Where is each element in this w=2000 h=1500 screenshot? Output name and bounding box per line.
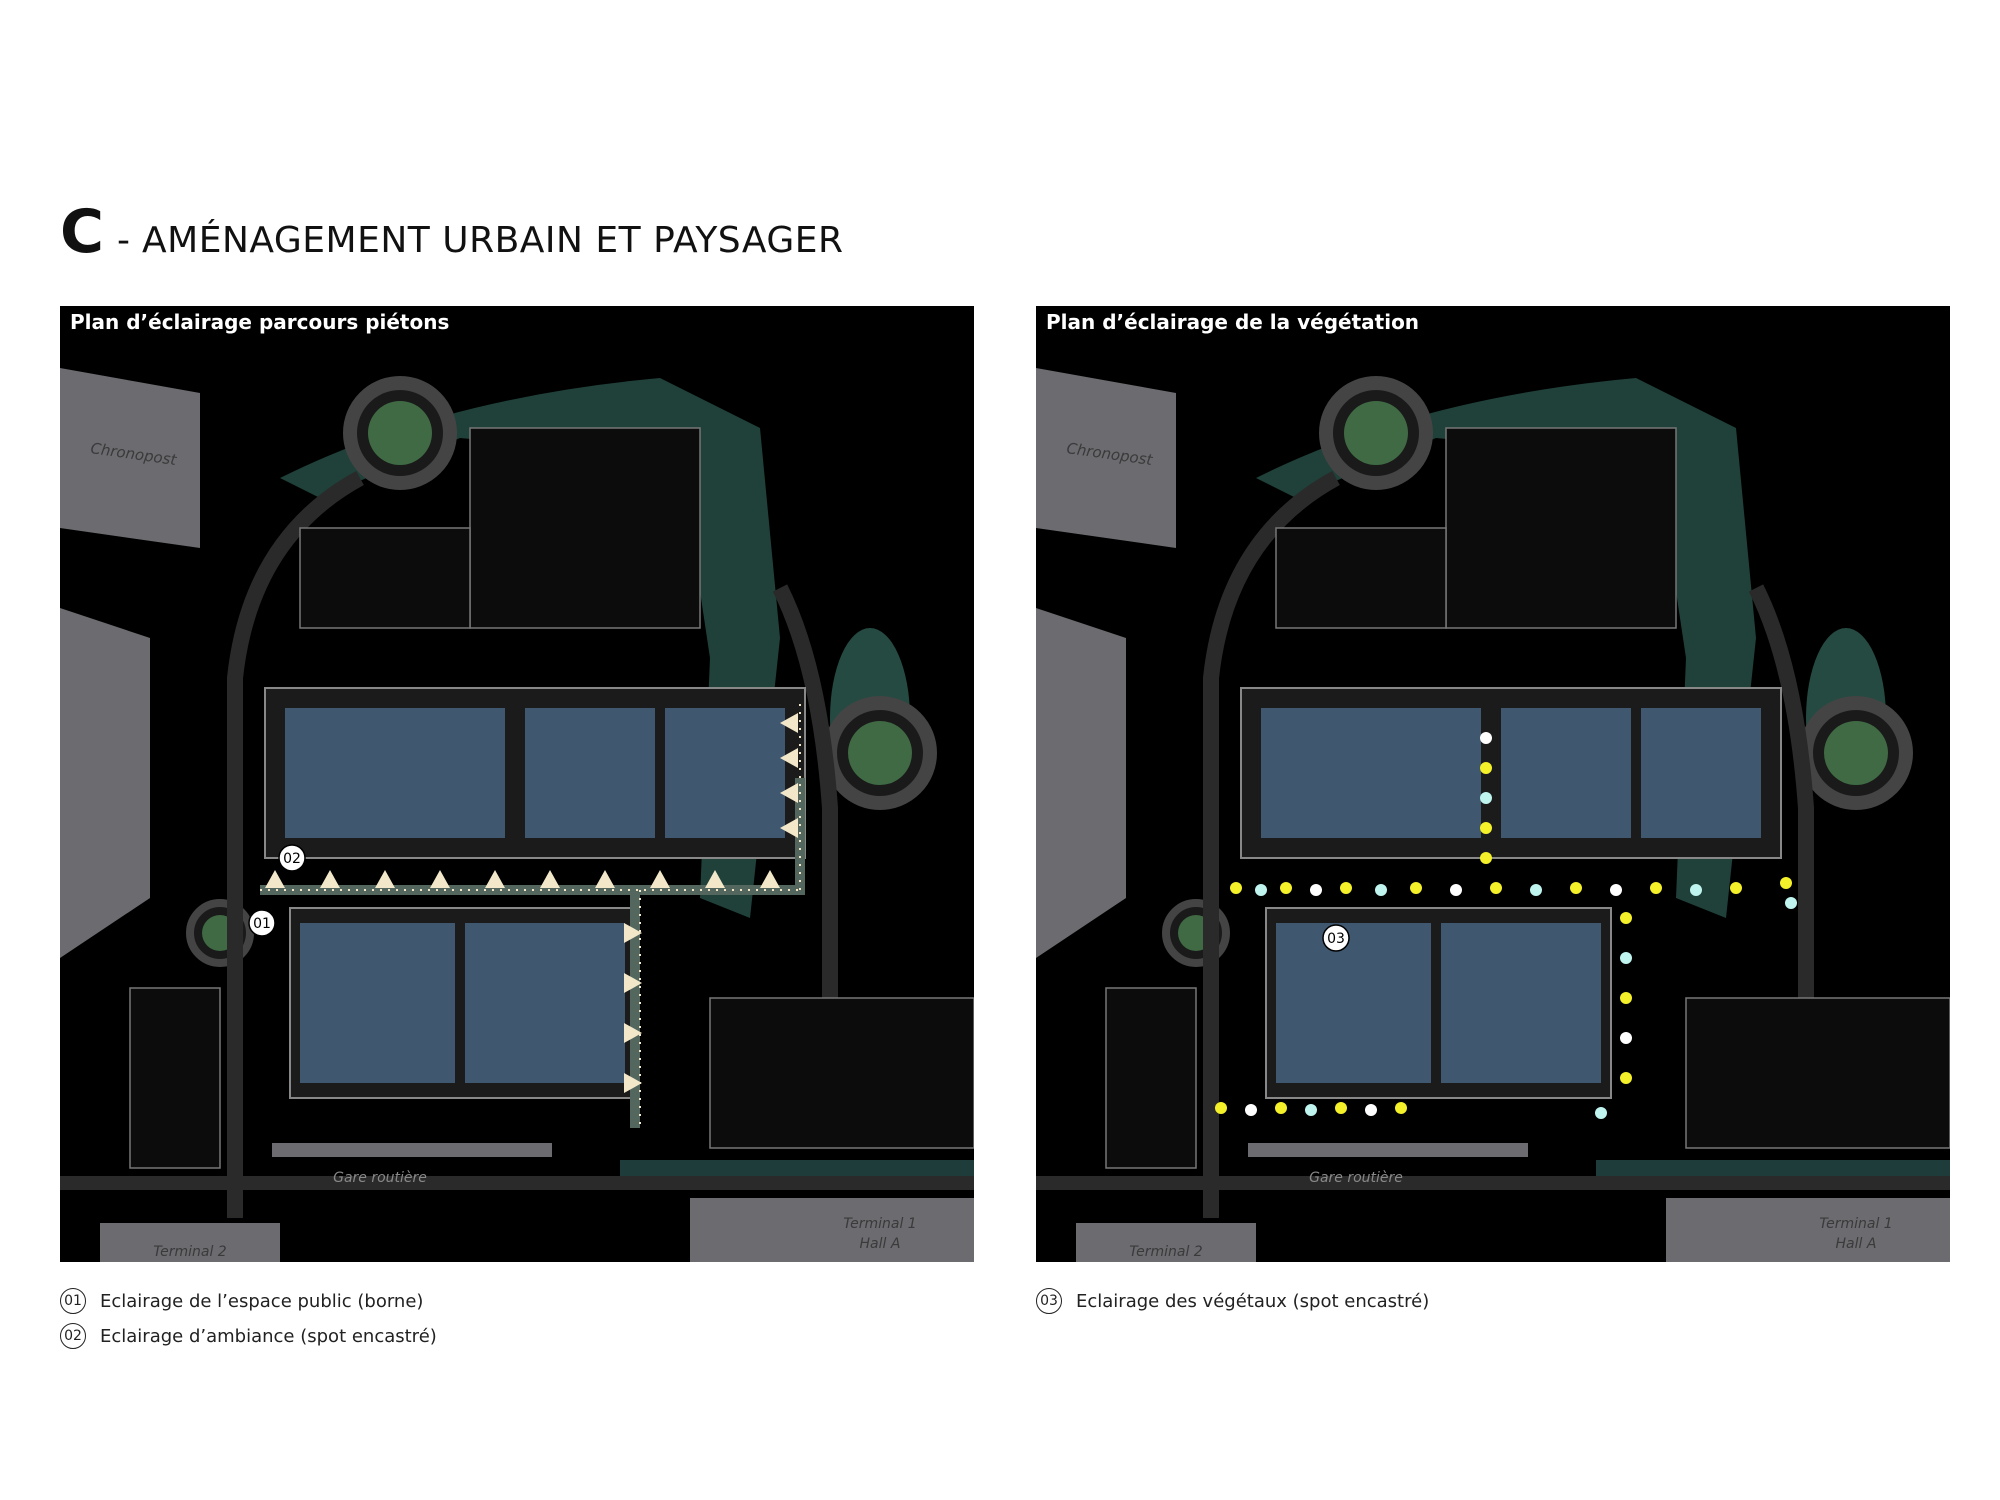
veg-spot-light <box>1245 1104 1257 1116</box>
parking-north <box>470 428 700 628</box>
roundabout-east-island <box>1824 721 1888 785</box>
legend-item-01 <box>60 1288 423 1314</box>
bollard-light <box>265 870 285 888</box>
parking-south-east <box>710 998 974 1148</box>
veg-spot-light <box>1230 882 1242 894</box>
terminal1-building <box>1666 1198 1950 1262</box>
road-south <box>60 1176 974 1190</box>
veg-spot-light <box>1480 732 1492 744</box>
veg-spot-light <box>1650 882 1662 894</box>
gare-routiere-canopy <box>272 1143 552 1157</box>
parking-north <box>1446 428 1676 628</box>
veg-spot-light <box>1450 884 1462 896</box>
veg-spot-light <box>1480 762 1492 774</box>
veg-spot-light <box>1780 877 1792 889</box>
legend-text-03: Eclairage des végétaux (spot encastré) <box>1076 1290 1430 1312</box>
legend-text-02: Eclairage d’ambiance (spot encastré) <box>100 1325 437 1347</box>
label-terminal2: Terminal 2 <box>153 1244 227 1260</box>
bollard-light <box>650 870 670 888</box>
garage-north-roof-2 <box>525 708 655 838</box>
marker-02-label: 02 <box>283 851 301 867</box>
veg-spot-light <box>1275 1102 1287 1114</box>
label-terminal1: Terminal 1 <box>1819 1216 1893 1232</box>
veg-spot-light <box>1620 952 1632 964</box>
label-terminal1: Terminal 1 <box>843 1216 917 1232</box>
vegetation-lighting-plan <box>1036 306 1950 1262</box>
parking-north-west <box>1276 528 1446 628</box>
legend-number-02: 02 <box>60 1323 86 1349</box>
label-hall-a: Hall A <box>1835 1236 1877 1252</box>
terminal1-building <box>690 1198 974 1262</box>
veg-spot-light <box>1335 1102 1347 1114</box>
bollard-light <box>760 870 780 888</box>
veg-spot-light <box>1730 882 1742 894</box>
veg-spot-light <box>1620 1032 1632 1044</box>
garage-south-roof-2 <box>1441 923 1601 1083</box>
label-chronopost: Chronopost <box>89 439 178 469</box>
panel-title: Plan d’éclairage parcours piétons <box>60 306 974 338</box>
parking-south-east <box>1686 998 1950 1148</box>
pedestrian-lighting-plan <box>60 306 974 1262</box>
veg-spot-light <box>1785 897 1797 909</box>
label-gare-routiere: Gare routière <box>333 1170 427 1186</box>
veg-spot-light <box>1310 884 1322 896</box>
page-heading <box>60 197 844 267</box>
garage-north-roof-3 <box>1641 708 1761 838</box>
garage-north-roof-1 <box>1261 708 1481 838</box>
veg-spot-light <box>1530 884 1542 896</box>
garage-north-roof-2 <box>1501 708 1631 838</box>
section-letter: C <box>60 197 104 267</box>
legend-item-02 <box>60 1323 437 1349</box>
building-west <box>1036 608 1126 958</box>
label-chronopost: Chronopost <box>1065 439 1154 469</box>
label-terminal2: Terminal 2 <box>1129 1244 1203 1260</box>
veg-spot-light <box>1480 822 1492 834</box>
garage-north-roof-1 <box>285 708 505 838</box>
veg-spot-light <box>1215 1102 1227 1114</box>
bollard-light <box>430 870 450 888</box>
veg-spot-light <box>1620 912 1632 924</box>
legend-text-01: Eclairage de l’espace public (borne) <box>100 1290 424 1312</box>
gare-routiere-canopy <box>1248 1143 1528 1157</box>
veg-spot-light <box>1690 884 1702 896</box>
veg-spot-light <box>1375 884 1387 896</box>
veg-spot-light <box>1280 882 1292 894</box>
roundabout-north-island <box>1344 401 1408 465</box>
pedestrian-lighting-map <box>60 338 974 1262</box>
bollard-light <box>485 870 505 888</box>
veg-spot-light <box>1480 852 1492 864</box>
bollard-light <box>540 870 560 888</box>
garage-south-roof-1 <box>1276 923 1431 1083</box>
bollard-light <box>595 870 615 888</box>
parking-north-west <box>300 528 470 628</box>
legend-item-03 <box>1036 1288 1429 1314</box>
roundabout-east-island <box>848 721 912 785</box>
building-west <box>60 608 150 958</box>
veg-spot-light <box>1595 1107 1607 1119</box>
veg-spot-light <box>1490 882 1502 894</box>
veg-spot-light <box>1570 882 1582 894</box>
parking-south-west <box>130 988 220 1168</box>
parking-south-west <box>1106 988 1196 1168</box>
label-gare-routiere: Gare routière <box>1309 1170 1403 1186</box>
veg-spot-light <box>1305 1104 1317 1116</box>
bollard-light <box>375 870 395 888</box>
veg-spot-light <box>1365 1104 1377 1116</box>
veg-spot-light <box>1620 992 1632 1004</box>
marker-03-label: 03 <box>1327 931 1345 947</box>
roundabout-north-island <box>368 401 432 465</box>
panel-title: Plan d’éclairage de la végétation <box>1036 306 1950 338</box>
legend-number-01: 01 <box>60 1288 86 1314</box>
bollard-light <box>320 870 340 888</box>
legend-number-03: 03 <box>1036 1288 1062 1314</box>
veg-spot-light <box>1255 884 1267 896</box>
veg-spot-light <box>1480 792 1492 804</box>
label-hall-a: Hall A <box>859 1236 901 1252</box>
section-title: AMÉNAGEMENT URBAIN ET PAYSAGER <box>142 220 844 261</box>
heading-separator: - <box>117 220 131 261</box>
veg-spot-light <box>1395 1102 1407 1114</box>
veg-spot-light <box>1340 882 1352 894</box>
garage-south-roof-1 <box>300 923 455 1083</box>
garage-south-roof-2 <box>465 923 625 1083</box>
veg-spot-light <box>1410 882 1422 894</box>
road-south <box>1036 1176 1950 1190</box>
marker-01-label: 01 <box>253 916 271 932</box>
veg-spot-light <box>1610 884 1622 896</box>
garage-north-roof-3 <box>665 708 785 838</box>
vegetation-lighting-map <box>1036 338 1950 1262</box>
veg-spot-light <box>1620 1072 1632 1084</box>
